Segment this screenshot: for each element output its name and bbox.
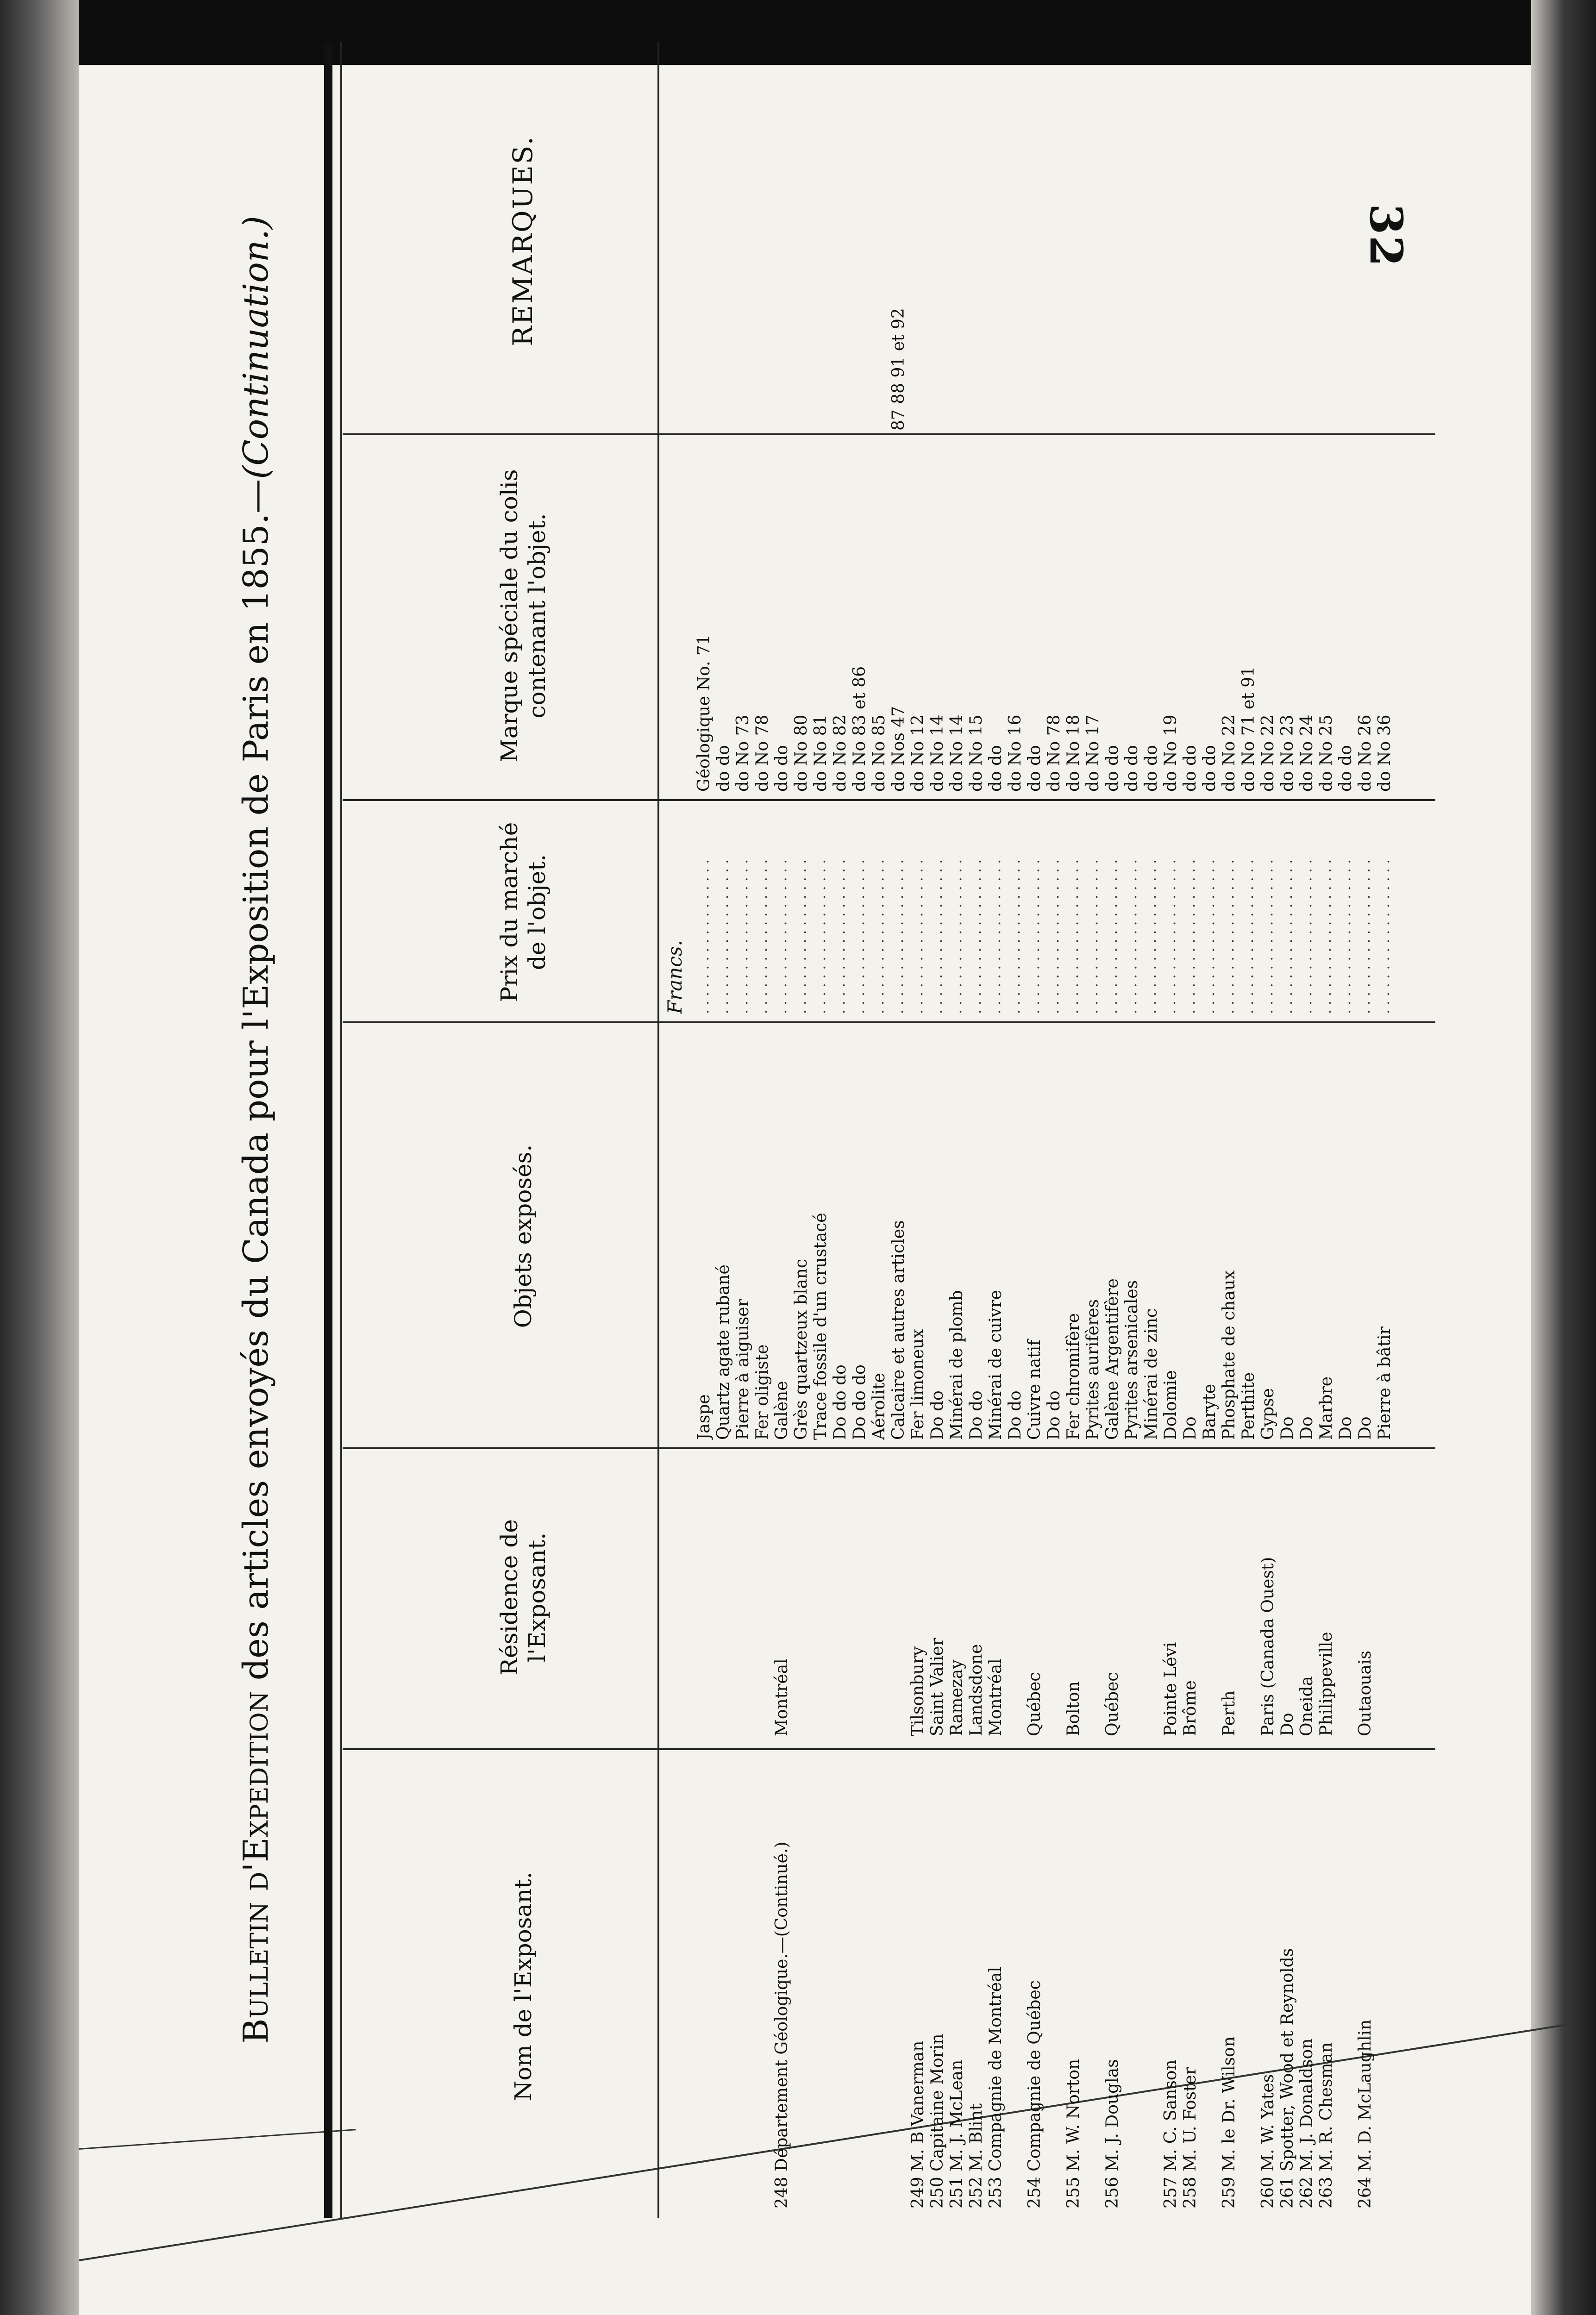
marque-cell: do No 26 (1356, 714, 1375, 792)
prix-leader-dots: . . . . . . . . . . . . . . . . . . (1046, 859, 1062, 1014)
marque-cell: do do (772, 745, 791, 792)
objet-cell: Do (1336, 1416, 1355, 1440)
prix-leader-dots: . . . . . . . . . . . . . . . . . . (890, 859, 907, 1014)
objet-cell: Grès quartzeux blanc (792, 1258, 811, 1440)
exposant-name-cell (1083, 1764, 1103, 2209)
exposant-name-cell (1006, 1764, 1025, 2209)
exposant-name-cell: 257 M. C. Sanson (1161, 2059, 1180, 2209)
marque-cell: do Nos 47 (889, 706, 908, 792)
objet-cell: Perthite (1239, 1372, 1258, 1440)
residence-cell (792, 1458, 811, 1736)
objet-cell: Galène Argentifère (1103, 1278, 1122, 1440)
remarques-cell (1297, 51, 1317, 431)
residence-cell: Philippeville (1317, 1632, 1336, 1736)
marque-cell: do do (1181, 745, 1200, 792)
prix-leader-dots: . . . . . . . . . . . . . . . . . . (1124, 859, 1140, 1014)
marque-cell: do do (1142, 745, 1161, 792)
remarques-cell (1375, 51, 1395, 431)
objet-cell: Marbre (1317, 1376, 1336, 1440)
objet-cell: Dolomie (1161, 1370, 1180, 1440)
objet-cell: Jaspe (695, 1394, 714, 1440)
remarques-cell (986, 51, 1006, 431)
objet-cell: Do do do (831, 1364, 850, 1440)
remarques-cell (1103, 51, 1122, 431)
page-title (236, 42, 276, 2218)
title-lead: Bulletin d'Expedition (236, 1691, 276, 2044)
objet-cell: Pierre à aiguiser (733, 1299, 752, 1440)
residence-cell: Oneida (1297, 1676, 1316, 1736)
objet-cell: Quartz agate rubané (714, 1264, 733, 1440)
residence-cell: Ramezay (947, 1659, 966, 1736)
prix-leader-dots: . . . . . . . . . . . . . . . . . . (1065, 859, 1082, 1014)
prix-leader-dots: . . . . . . . . . . . . . . . . . . (1240, 859, 1257, 1014)
objet-cell: Aérolite (870, 1373, 889, 1440)
exposant-name-cell (889, 1764, 908, 2209)
top-thin-rule (340, 42, 342, 2218)
marque-cell: do No 36 (1375, 714, 1394, 792)
residence-cell: Québec (1103, 1672, 1122, 1736)
objet-cell: Fer limoneux (908, 1329, 927, 1440)
marque-cell: do No 78 (1045, 714, 1064, 792)
marque-cell: do No 71 et 91 (1239, 666, 1258, 792)
prix-leader-dots: . . . . . . . . . . . . . . . . . . (696, 859, 712, 1014)
exposant-name-cell: 258 M. U. Foster (1181, 2067, 1200, 2209)
objet-cell: Galène (772, 1381, 791, 1440)
exposant-name-cell: 254 Compagnie de Québec (1025, 1980, 1044, 2209)
marque-cell: do No 16 (1006, 714, 1025, 792)
marque-cell: do do (1025, 745, 1044, 792)
objet-cell: Gypse (1258, 1388, 1277, 1440)
exposant-name-cell (1142, 1764, 1161, 2209)
remarques-cell (1122, 51, 1142, 431)
residence-cell (1239, 1458, 1258, 1736)
exposant-name-cell (792, 1764, 811, 2209)
residence-cell (1045, 1458, 1064, 1736)
objet-cell: Baryte (1200, 1383, 1219, 1440)
exposant-name-cell: 264 M. D. McLaughlin (1356, 2019, 1375, 2209)
remarques-cell (1317, 51, 1336, 431)
remarques-cell (1142, 51, 1161, 431)
residence-cell (733, 1458, 753, 1736)
residence-cell (1336, 1458, 1356, 1736)
marque-cell: do No 14 (928, 714, 947, 792)
prix-leader-dots: . . . . . . . . . . . . . . . . . . (1377, 859, 1393, 1014)
remarques-cell (1006, 51, 1025, 431)
prix-leader-dots: . . . . . . . . . . . . . . . . . . (968, 859, 984, 1014)
residence-cell (850, 1458, 870, 1736)
objet-cell: Do (1278, 1416, 1297, 1440)
prix-leader-dots: . . . . . . . . . . . . . . . . . . (1182, 859, 1198, 1014)
exposant-name-cell: 250 Capitaine Morin (928, 2033, 947, 2209)
residence-cell (1006, 1458, 1025, 1736)
marque-cell: do No 23 (1278, 714, 1297, 792)
marque-cell: do No 78 (753, 714, 772, 792)
objet-cell: Trace fossile d'un crustacé (811, 1213, 830, 1440)
prix-leader-dots: . . . . . . . . . . . . . . . . . . (832, 859, 848, 1014)
marque-cell: do No 81 (811, 714, 830, 792)
header-bottom-rule (657, 42, 659, 2218)
residence-cell (889, 1458, 908, 1736)
header-remarques: REMARQUES. (507, 135, 539, 346)
marque-cell: do No 19 (1161, 714, 1180, 792)
marque-cell: do No 14 (947, 714, 966, 792)
exposant-name-cell: 261 Spotter, Wood et Reynolds (1278, 1948, 1297, 2209)
marque-cell: do No 18 (1064, 714, 1083, 792)
scan-left-border (0, 0, 79, 2315)
exposant-name-cell (850, 1764, 870, 2209)
prix-leader-dots: . . . . . . . . . . . . . . . . . . (754, 859, 770, 1014)
objet-cell: Do do (967, 1390, 986, 1440)
exposant-name-cell (1122, 1764, 1142, 2209)
marque-cell: do do (1336, 745, 1355, 792)
prix-leader-dots: . . . . . . . . . . . . . . . . . . (715, 859, 732, 1014)
remarques-cell (1356, 51, 1375, 431)
table-row (1375, 42, 1410, 2218)
remarques-cell (1045, 51, 1064, 431)
remarques-cell (850, 51, 870, 431)
residence-cell: Montréal (986, 1658, 1005, 1736)
residence-cell (870, 1458, 889, 1736)
prix-leader-dots: . . . . . . . . . . . . . . . . . . (1357, 859, 1373, 1014)
exposant-name-cell (1045, 1764, 1064, 2209)
objet-cell: Cuivre natif (1025, 1339, 1044, 1440)
prix-leader-dots: . . . . . . . . . . . . . . . . . . (1279, 859, 1296, 1014)
marque-cell: do No 82 (831, 714, 850, 792)
remarques-cell (1258, 51, 1278, 431)
residence-cell: Montréal (772, 1658, 791, 1736)
header-nom: Nom de l'Exposant. (510, 1871, 537, 2101)
remarques-cell (947, 51, 967, 431)
remarques-cell (870, 51, 889, 431)
residence-cell: Saint Valier (928, 1638, 947, 1736)
prix-leader-dots: . . . . . . . . . . . . . . . . . . (735, 859, 751, 1014)
prix-leader-dots: . . . . . . . . . . . . . . . . . . (813, 859, 829, 1014)
remarques-cell (1200, 51, 1220, 431)
objet-cell: Do do (1006, 1390, 1025, 1440)
top-heavy-rule (324, 42, 332, 2218)
exposant-name-cell: 255 M. W. Norton (1064, 2058, 1083, 2209)
remarques-cell: 87 88 91 et 92 (889, 308, 908, 431)
objet-cell: Minérai de cuivre (986, 1290, 1005, 1440)
objet-cell: Minérai de plomb (947, 1290, 966, 1440)
marque-cell: do do (1200, 745, 1219, 792)
exposant-name-cell: 256 M. J. Douglas (1103, 2059, 1122, 2209)
marque-cell: do No 22 (1220, 714, 1239, 792)
objet-cell: Phosphate de chaux (1220, 1270, 1239, 1440)
residence-cell: Perth (1220, 1690, 1239, 1736)
marque-cell: do No 83 et 86 (850, 666, 869, 792)
residence-cell (1375, 1458, 1395, 1736)
exposant-name-cell (831, 1764, 850, 2209)
remarques-cell (772, 51, 792, 431)
prix-leader-dots: . . . . . . . . . . . . . . . . . . (910, 859, 926, 1014)
residence-cell (1083, 1458, 1103, 1736)
residence-cell: Paris (Canada Ouest) (1258, 1557, 1277, 1736)
residence-cell (811, 1458, 831, 1736)
scan-right-border (1531, 0, 1596, 2315)
exposant-name-cell (714, 1764, 733, 2209)
exposant-name-cell: 251 M. J. McLean (947, 2059, 966, 2209)
residence-cell (714, 1458, 733, 1736)
marque-cell: do No 85 (870, 714, 889, 792)
objet-cell: Do (1356, 1416, 1375, 1440)
remarques-cell (695, 51, 714, 431)
remarques-cell (1025, 51, 1045, 431)
marque-cell: Géologique No. 71 (695, 634, 714, 792)
objet-cell: Calcaire et autres articles (889, 1220, 908, 1440)
residence-cell: Pointe Lévi (1161, 1642, 1180, 1736)
prix-leader-dots: . . . . . . . . . . . . . . . . . . (1026, 859, 1043, 1014)
residence-cell: Bolton (1064, 1681, 1083, 1736)
residence-cell (1122, 1458, 1142, 1736)
header-prix: Prix du marché de l'objet. (496, 822, 551, 1002)
header-residence: Résidence de l'Exposant. (496, 1519, 551, 1676)
remarques-cell (928, 51, 947, 431)
exposant-name-cell (870, 1764, 889, 2209)
header-objets: Objets exposés. (510, 1144, 537, 1328)
exposant-name-cell (1336, 1764, 1356, 2209)
remarques-cell (908, 51, 928, 431)
marque-cell: do No 12 (908, 714, 927, 792)
remarques-cell (792, 51, 811, 431)
exposant-name-cell (1239, 1764, 1258, 2209)
objet-cell: Do do do (850, 1364, 869, 1440)
objet-cell: Pierre à bâtir (1375, 1326, 1394, 1440)
exposant-name-cell (1200, 1764, 1220, 2209)
objet-cell: Pyrites aurifères (1083, 1299, 1102, 1440)
exposant-name-cell: 249 M. B Vanerman (908, 2040, 927, 2209)
prix-leader-dots: . . . . . . . . . . . . . . . . . . (793, 859, 809, 1014)
prix-units: Francs. (663, 940, 686, 1014)
prix-leader-dots: . . . . . . . . . . . . . . . . . . (1221, 859, 1237, 1014)
residence-cell: Outaouais (1356, 1651, 1375, 1736)
exposant-name-cell (811, 1764, 831, 2209)
remarques-cell (1083, 51, 1103, 431)
objet-cell: Minérai de zinc (1142, 1308, 1161, 1440)
marque-cell: do No 17 (1083, 714, 1102, 792)
marque-cell: do No 80 (792, 714, 811, 792)
residence-cell: Tilsonbury (908, 1646, 927, 1736)
marque-cell: do No 73 (733, 714, 752, 792)
objet-cell: Do (1181, 1416, 1200, 1440)
residence-cell (1200, 1458, 1220, 1736)
remarques-cell (967, 51, 986, 431)
residence-cell (753, 1458, 772, 1736)
prix-leader-dots: . . . . . . . . . . . . . . . . . . (1007, 859, 1023, 1014)
exposant-name-cell: 262 M. J. Donaldson (1297, 2038, 1316, 2209)
remarques-cell (1220, 51, 1239, 431)
prix-leader-dots: . . . . . . . . . . . . . . . . . . (1299, 859, 1315, 1014)
prix-leader-dots: . . . . . . . . . . . . . . . . . . (774, 859, 790, 1014)
prix-leader-dots: . . . . . . . . . . . . . . . . . . (871, 859, 887, 1014)
marque-cell: do No 24 (1297, 714, 1316, 792)
page-number: 32 (1360, 204, 1412, 268)
remarques-cell (1239, 51, 1258, 431)
exposant-name-cell: 252 M. Blint (967, 2103, 986, 2209)
prix-leader-dots: . . . . . . . . . . . . . . . . . . (949, 859, 965, 1014)
table-body (676, 42, 1417, 2218)
remarques-cell (1278, 51, 1297, 431)
prix-leader-dots: . . . . . . . . . . . . . . . . . . (1104, 859, 1120, 1014)
remarques-cell (1161, 51, 1181, 431)
exposant-name-cell: 259 M. le Dr. Wilson (1220, 2036, 1239, 2209)
objet-cell: Do do (928, 1390, 947, 1440)
prix-leader-dots: . . . . . . . . . . . . . . . . . . (1338, 859, 1354, 1014)
exposant-name-cell (695, 1764, 714, 2209)
residence-cell (831, 1458, 850, 1736)
remarques-cell (733, 51, 753, 431)
objet-cell: Fer chromifère (1064, 1313, 1083, 1440)
prix-leader-dots: . . . . . . . . . . . . . . . . . . (988, 859, 1004, 1014)
exposant-name-cell (1375, 1764, 1395, 2209)
marque-cell: do do (986, 745, 1005, 792)
remarques-cell (811, 51, 831, 431)
exposant-name-cell: 253 Compagnie de Montréal (986, 1967, 1005, 2209)
prix-leader-dots: . . . . . . . . . . . . . . . . . . (1260, 859, 1276, 1014)
marque-cell: do No 25 (1317, 714, 1336, 792)
remarques-cell (714, 51, 733, 431)
prix-leader-dots: . . . . . . . . . . . . . . . . . . (1163, 859, 1179, 1014)
exposant-name-cell: 260 M. W. Yates (1258, 2074, 1277, 2209)
remarques-cell (753, 51, 772, 431)
exposant-name-cell (753, 1764, 772, 2209)
marque-cell: do do (1103, 745, 1122, 792)
remarques-cell (1181, 51, 1200, 431)
header-marque: Marque spéciale du colis contenant l'objet. (496, 469, 551, 763)
exposant-name-cell (733, 1764, 753, 2209)
remarques-cell (1064, 51, 1083, 431)
remarques-cell (831, 51, 850, 431)
title-continuation: (Continuation.) (236, 216, 276, 479)
prix-leader-dots: . . . . . . . . . . . . . . . . . . (1085, 859, 1101, 1014)
residence-cell (695, 1458, 714, 1736)
residence-cell: Québec (1025, 1672, 1044, 1736)
objet-cell: Pyrites arsenicales (1122, 1280, 1141, 1440)
marque-cell: do No 22 (1258, 714, 1277, 792)
prix-leader-dots: . . . . . . . . . . . . . . . . . . (1202, 859, 1218, 1014)
residence-cell: Do (1278, 1713, 1297, 1736)
marque-cell: do No 15 (967, 714, 986, 792)
objet-cell: Fer oligiste (753, 1344, 772, 1440)
residence-cell (1142, 1458, 1161, 1736)
marque-cell: do do (714, 745, 733, 792)
rotated-table-sheet (232, 42, 1435, 2218)
residence-cell: Landsdone (967, 1644, 986, 1736)
prix-leader-dots: . . . . . . . . . . . . . . . . . . (851, 859, 868, 1014)
remarques-cell (1336, 51, 1356, 431)
prix-leader-dots: . . . . . . . . . . . . . . . . . . (1143, 859, 1159, 1014)
prix-leader-dots: . . . . . . . . . . . . . . . . . . (1318, 859, 1334, 1014)
residence-cell: Brôme (1181, 1680, 1200, 1736)
prix-leader-dots: . . . . . . . . . . . . . . . . . . (929, 859, 945, 1014)
objet-cell: Do (1297, 1416, 1316, 1440)
exposant-name-cell: 263 M. R. Chesman (1317, 2042, 1336, 2209)
exposant-name-cell: 248 Département Géologique.—(Continué.) (772, 1841, 791, 2209)
title-rest: des articles envoyés du Canada pour l'Exposition de Paris en 1855.— (236, 479, 276, 1691)
objet-cell: Do do (1045, 1390, 1064, 1440)
marque-cell: do do (1122, 745, 1141, 792)
